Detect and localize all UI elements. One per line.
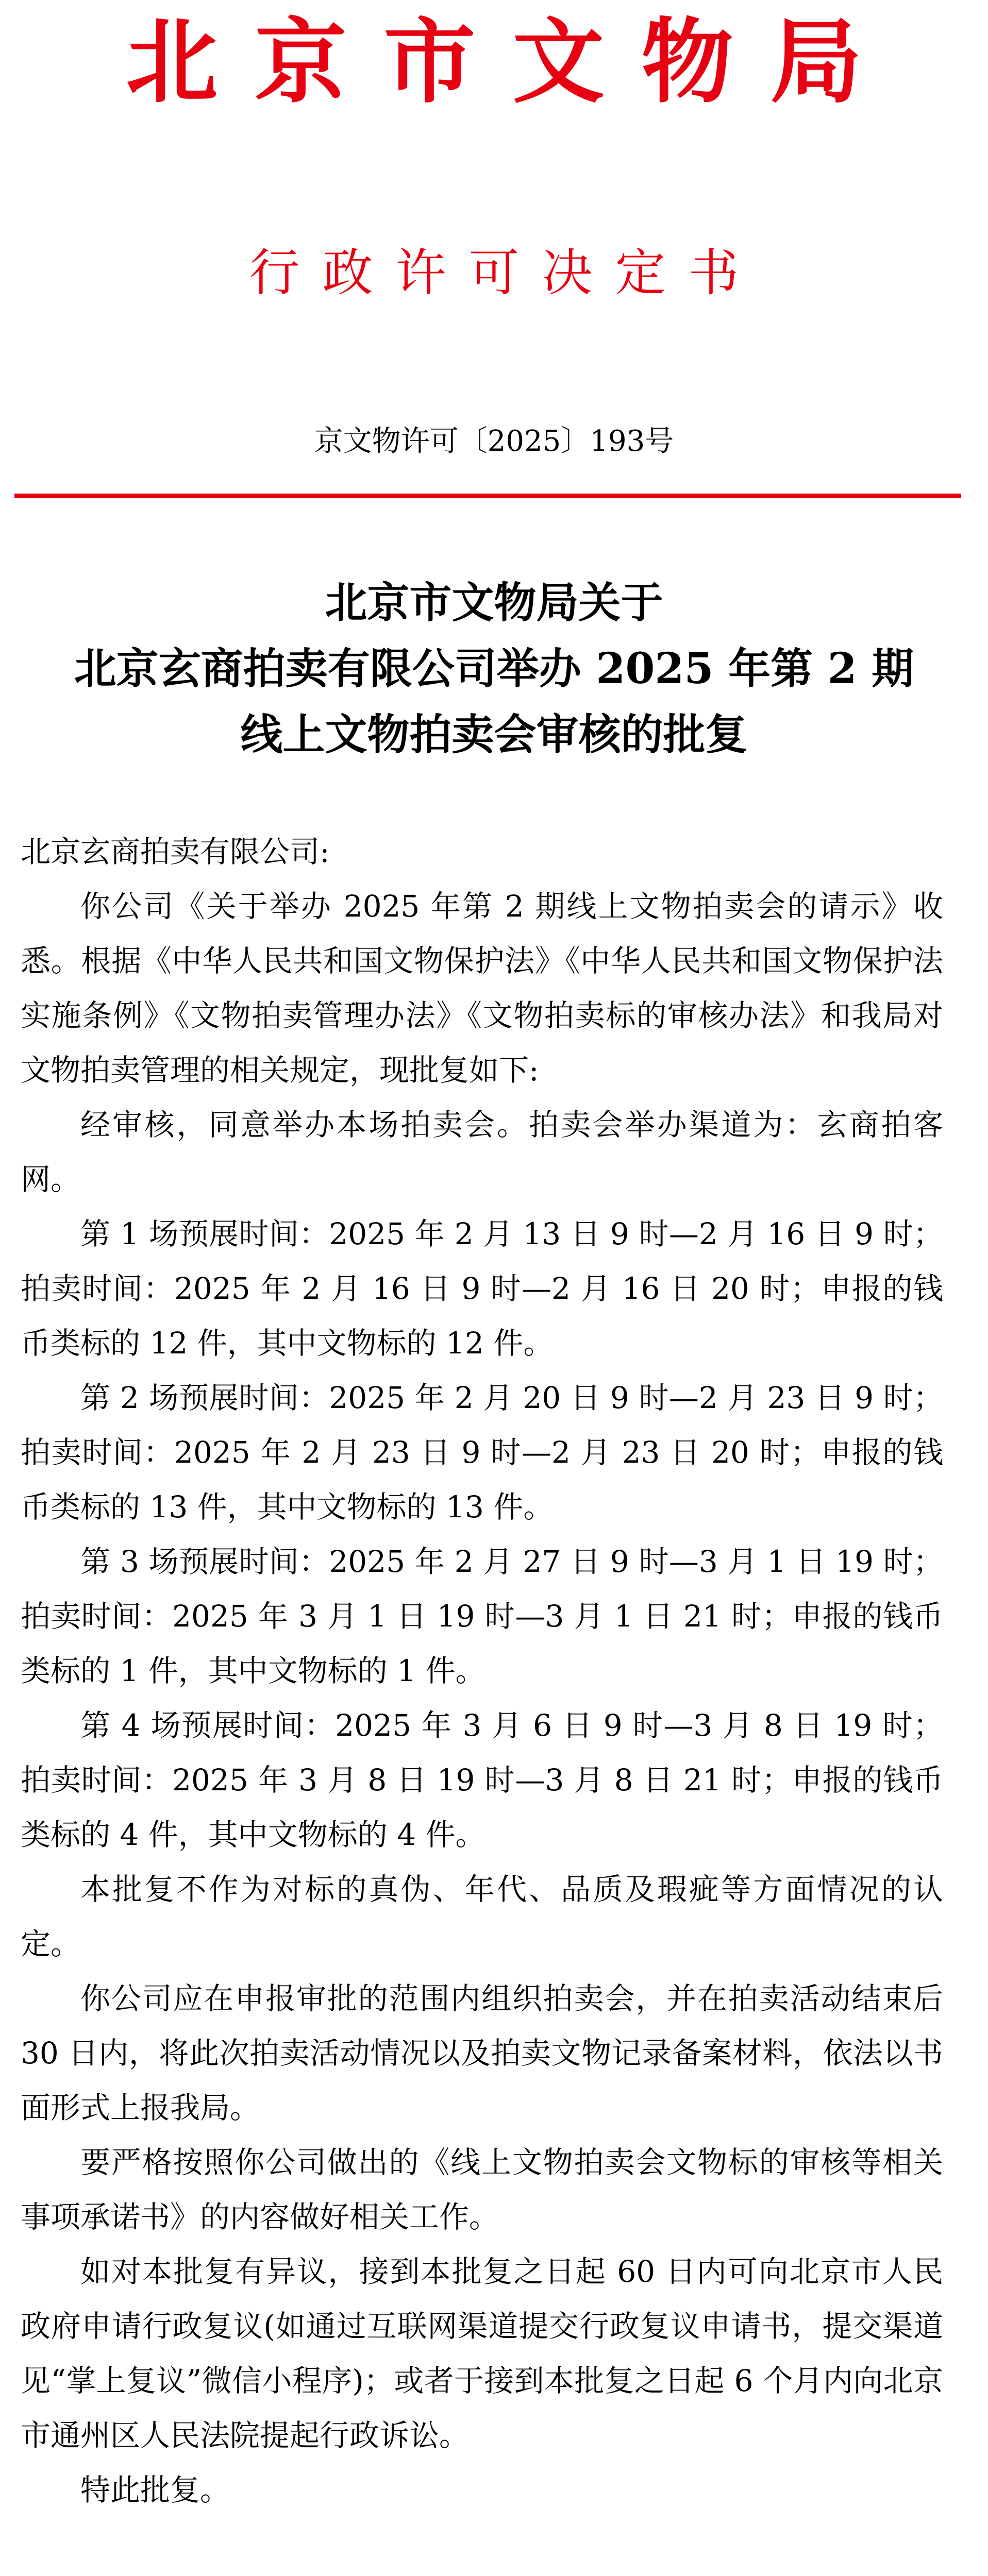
body-paragraph: 经审核，同意举办本场拍卖会。拍卖会举办渠道为：玄商拍客网。	[21, 1107, 943, 1197]
body-paragraph: 第 2 场预展时间：2025 年 2 月 20 日 9 时—2 月 23 日 9 时；拍卖时间：2025 年 2 月 23 日 9 时—2 月 23 日 20 时；申报的钱币类标的 13 件，其中文物标的 13 件。	[21, 1380, 943, 1524]
body-paragraph: 要严格按照你公司做出的《线上文物拍卖会文物标的审核等相关事项承诺书》的内容做好相关工作。	[21, 2145, 943, 2234]
body-paragraph: 你公司应在申报审批的范围内组织拍卖会，并在拍卖活动结束后 30 日内，将此次拍卖活动情况以及拍卖文物记录备案材料，依法以书面形式上报我局。	[21, 1981, 943, 2125]
addressee: 北京玄商拍卖有限公司:	[21, 834, 330, 869]
title-line-2: 北京玄商拍卖有限公司举办 2025 年第 2 期	[74, 644, 914, 693]
body-paragraph: 你公司《关于举办 2025 年第 2 期线上文物拍卖会的请示》收悉。根据《中华人民共和国文物保护法》《中华人民共和国文物保护法实施条例》《文物拍卖管理办法》《文物拍卖标的审核办法》和我局对文物拍卖管理的相关规定，现批复如下:	[21, 889, 943, 1088]
title-line-1: 北京市文物局关于	[325, 578, 663, 628]
body-paragraph: 第 4 场预展时间：2025 年 3 月 6 日 9 时—3 月 8 日 19 时；拍卖时间：2025 年 3 月 8 日 19 时—3 月 8 日 21 时；申报的钱币类标的 4 件，其中文物标的 4 件。	[21, 1708, 943, 1852]
masthead-org-name: 北京市文物局	[126, 8, 899, 115]
red-divider	[14, 494, 961, 498]
body-paragraph: 第 1 场预展时间：2025 年 2 月 13 日 9 时—2 月 16 日 9 时；拍卖时间：2025 年 2 月 16 日 9 时—2 月 16 日 20 时；申报的钱币类标的 12 件，其中文物标的 12 件。	[21, 1216, 943, 1361]
title-line-3: 线上文物拍卖会审核的批复	[240, 710, 748, 759]
document-type: 行政许可决定书	[249, 244, 762, 302]
body-paragraph: 特此批复。	[80, 2472, 230, 2507]
body-paragraph: 第 3 场预展时间：2025 年 2 月 27 日 9 时—3 月 1 日 19 时；拍卖时间：2025 年 3 月 1 日 19 时—3 月 1 日 21 时；申报的钱币类标的 1 件，其中文物标的 1 件。	[21, 1544, 943, 1688]
body-paragraph: 本批复不作为对标的真伪、年代、品质及瑕疵等方面情况的认定。	[21, 1872, 943, 1961]
document-body	[21, 824, 943, 2517]
document-number: 京文物许可〔2025〕193号	[314, 425, 674, 458]
body-paragraph: 如对本批复有异议，接到本批复之日起 60 日内可向北京市人民政府申请行政复议(如通过互联网渠道提交行政复议申请书，提交渠道见“掌上复议”微信小程序)；或者于接到本批复之日起 6 个月内向北京市通州区人民法院提起行政诉讼。	[21, 2254, 943, 2453]
